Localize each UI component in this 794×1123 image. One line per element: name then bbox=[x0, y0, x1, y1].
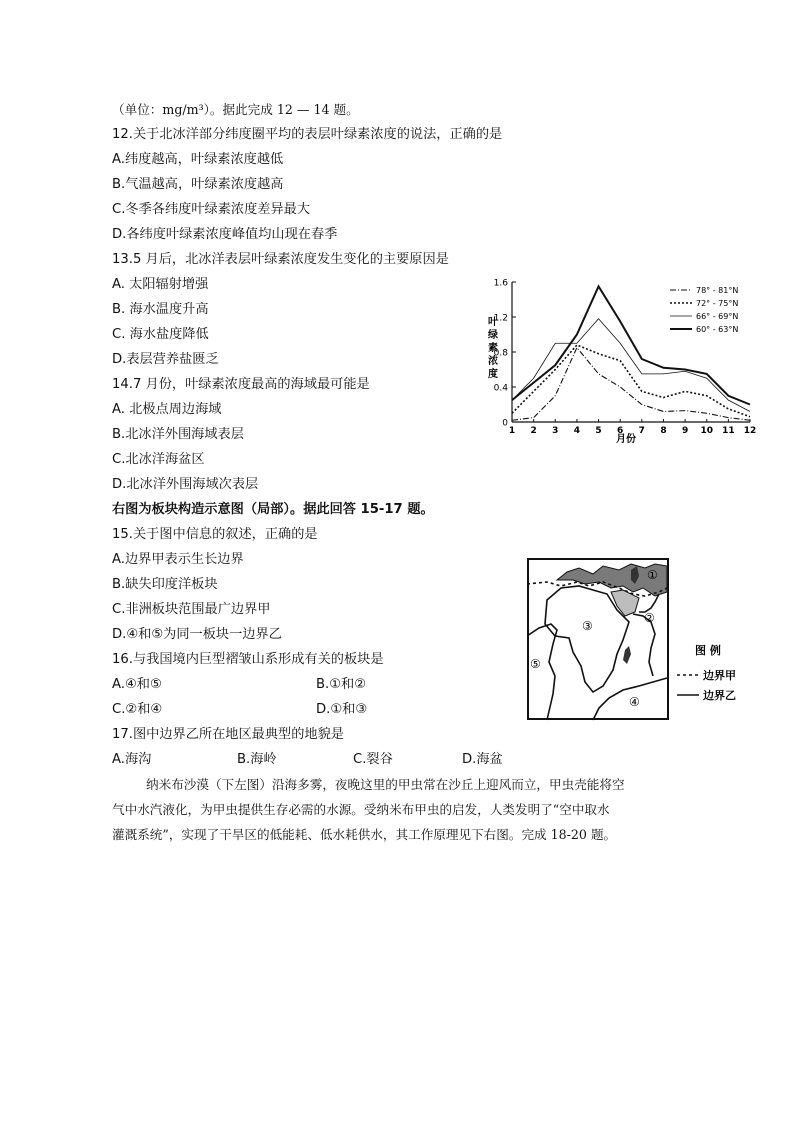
chart-legend bbox=[670, 286, 738, 334]
q13-option-a: A. 太阳辐射增强 bbox=[112, 277, 209, 292]
x-tick-label: 12 bbox=[743, 426, 757, 436]
q15-option-c: C.非洲板块范围最广边界甲 bbox=[112, 602, 271, 617]
y-tick-label: 1.6 bbox=[493, 278, 508, 289]
q16-option-d: D.①和③ bbox=[316, 702, 368, 717]
q15-option-a: A.边界甲表示生长边界 bbox=[112, 552, 244, 567]
passage-line-2: 气中水汽液化，为甲虫提供生存必需的水源。受纳米布甲虫的启发，人类发明了“空中取水 bbox=[112, 802, 610, 817]
section-title: 右图为板块构造示意图（局部）。据此回答 15-17 题。 bbox=[112, 502, 434, 517]
q17-option-d: D.海盆 bbox=[462, 752, 503, 767]
plate-label-3: ③ bbox=[582, 619, 593, 633]
q15-stem: 15.关于图中信息的叙述，正确的是 bbox=[112, 527, 318, 542]
x-tick-label: 1 bbox=[508, 426, 516, 436]
q13-option-d: D.表层营养盐匮乏 bbox=[112, 352, 219, 367]
plate-label-2: ② bbox=[644, 611, 655, 625]
q14-stem: 14.7 月份，叶绿素浓度最高的海域最可能是 bbox=[112, 377, 370, 392]
x-tick-label: 10 bbox=[700, 426, 713, 436]
passage-line-3: 灌溉系统”，实现了干旱区的低能耗、低水耗供水，其工作原理见下右图。完成 18-20 题。 bbox=[112, 827, 617, 842]
y-tick-label: 1.2 bbox=[493, 313, 508, 324]
chlorophyll-line-chart bbox=[478, 270, 768, 450]
q15-option-b: B.缺失印度洋板块 bbox=[112, 577, 218, 592]
plate-label-5: ⑤ bbox=[530, 657, 541, 671]
plate-tectonics-map bbox=[527, 558, 775, 721]
q16-option-b: B.①和② bbox=[316, 677, 367, 692]
intro-line: （单位：mg/m³）。据此完成 12 — 14 题。 bbox=[112, 102, 359, 117]
x-tick-label: 2 bbox=[530, 426, 537, 436]
q16-option-a: A.④和⑤ bbox=[112, 677, 162, 692]
q17-option-b: B.海岭 bbox=[237, 752, 277, 767]
q14-option-c: C.北冰洋海盆区 bbox=[112, 452, 205, 467]
legend-label-3: 60° - 63°N bbox=[696, 325, 739, 334]
q14-option-b: B.北冰洋外围海域表层 bbox=[112, 427, 244, 442]
passage-line-1: 纳米布沙漠（下左图）沿海多雾，夜晚这里的甲虫常在沙丘上迎风而立，甲虫壳能将空 bbox=[146, 777, 625, 792]
x-tick-label: 9 bbox=[681, 426, 689, 436]
legend-label-1: 72° - 75°N bbox=[696, 299, 739, 308]
x-tick-label: 11 bbox=[722, 426, 735, 436]
q13-option-b: B. 海水温度升高 bbox=[112, 302, 209, 317]
q14-option-d: D.北冰洋外围海域次表层 bbox=[112, 477, 259, 492]
y-tick-label: 0 bbox=[502, 418, 508, 429]
q13-option-c: C. 海水盐度降低 bbox=[112, 327, 209, 342]
q12-option-d: D.各纬度叶绿素浓度峰值均山现在春季 bbox=[112, 227, 338, 242]
map-legend-title: 图 例 bbox=[695, 644, 721, 657]
x-tick-label: 4 bbox=[573, 426, 581, 436]
q12-option-a: A.纬度越高，叶绿素浓度越低 bbox=[112, 152, 284, 167]
q15-option-d: D.④和⑤为同一板块一边界乙 bbox=[112, 627, 282, 642]
x-tick-label: 8 bbox=[660, 426, 667, 436]
y-tick-label: 0.4 bbox=[493, 383, 508, 394]
chart-xlabel: 月份 bbox=[616, 434, 636, 445]
q12-stem: 12.关于北冰洋部分纬度圈平均的表层叶绿素浓度的说法，正确的是 bbox=[112, 127, 503, 142]
q17-stem: 17.图中边界乙所在地区最典型的地貌是 bbox=[112, 727, 344, 742]
legend-yi-label: 边界乙 bbox=[703, 689, 736, 702]
legend-jia-label: 边界甲 bbox=[703, 669, 736, 682]
x-tick-label: 7 bbox=[638, 426, 645, 436]
q17-option-a: A.海沟 bbox=[112, 752, 152, 767]
legend-label-0: 78° - 81°N bbox=[696, 286, 739, 295]
x-tick-label: 6 bbox=[617, 426, 624, 436]
plate-label-1: ① bbox=[647, 568, 658, 582]
plate-label-4: ④ bbox=[629, 695, 640, 709]
chart-ylabel: 叶绿素浓度 bbox=[488, 317, 498, 380]
q17-option-c: C.裂谷 bbox=[353, 752, 393, 767]
q13-stem: 13.5 月后，北冰洋表层叶绿素浓度发生变化的主要原因是 bbox=[112, 252, 449, 267]
q12-option-b: B.气温越高，叶绿素浓度越高 bbox=[112, 177, 284, 192]
legend-label-2: 66° - 69°N bbox=[696, 312, 739, 321]
y-tick-label: 0.8 bbox=[493, 348, 508, 359]
x-tick-label: 5 bbox=[595, 426, 602, 436]
q16-stem: 16.与我国境内巨型褶皱山系形成有关的板块是 bbox=[112, 652, 384, 667]
x-tick-label: 3 bbox=[552, 426, 559, 436]
q14-option-a: A. 北极点周边海域 bbox=[112, 402, 222, 417]
q16-option-c: C.②和④ bbox=[112, 702, 163, 717]
q12-option-c: C.冬季各纬度叶绿素浓度差异最大 bbox=[112, 202, 311, 217]
